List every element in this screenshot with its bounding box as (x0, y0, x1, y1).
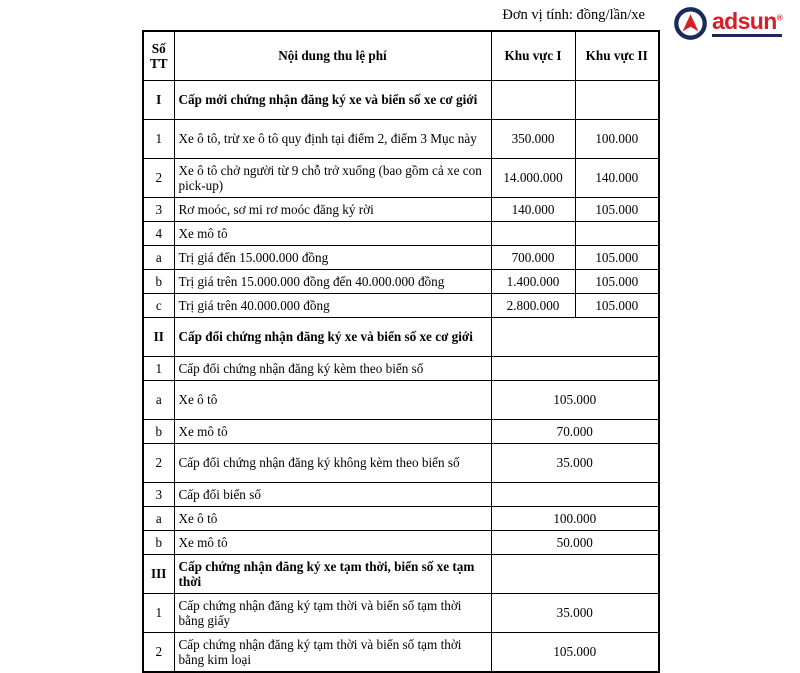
fee-value-cell-zone-2: 140.000 (575, 159, 659, 198)
fee-value-cell-merged: 70.000 (491, 420, 659, 444)
row-description-cell: Xe ô tô, trừ xe ô tô quy định tại điểm 2, điểm 3 Mục này (174, 120, 491, 159)
column-header-description: Nội dung thu lệ phí (174, 31, 491, 81)
adsun-wordmark (712, 7, 782, 40)
adsun-brand-label: adsun (711, 7, 777, 34)
fee-value-cell-zone-1: 1.400.000 (491, 270, 575, 294)
fee-value-cell-zone-2: 105.000 (575, 246, 659, 270)
row-number-cell: 4 (143, 222, 174, 246)
row-number-cell: b (143, 420, 174, 444)
row-number-cell: a (143, 507, 174, 531)
table-row (143, 381, 659, 420)
row-number-cell: 3 (143, 483, 174, 507)
section-heading-cell: Cấp đổi chứng nhận đăng ký xe và biển số xe cơ giới (174, 318, 491, 357)
row-description-cell: Trị giá đến 15.000.000 đồng (174, 246, 491, 270)
fee-value-cell-merged: 50.000 (491, 531, 659, 555)
fee-value-cell-merged: 35.000 (491, 444, 659, 483)
table-row (143, 120, 659, 159)
table-row (143, 159, 659, 198)
row-number-cell: I (143, 81, 174, 120)
column-header-zone-1: Khu vực I (491, 31, 575, 81)
fee-value-cell-merged (491, 555, 659, 594)
fee-value-cell-merged (491, 483, 659, 507)
table-row (143, 531, 659, 555)
fee-value-cell-zone-2 (575, 81, 659, 120)
row-description-cell: Xe ô tô (174, 381, 491, 420)
row-description-cell: Xe mô tô (174, 222, 491, 246)
row-description-cell: Xe mô tô (174, 531, 491, 555)
table-row (143, 633, 659, 673)
fee-value-cell-merged: 100.000 (491, 507, 659, 531)
table-row (143, 198, 659, 222)
row-number-cell: III (143, 555, 174, 594)
section-heading-cell: Cấp mới chứng nhận đăng ký xe và biển số xe cơ giới (174, 81, 491, 120)
row-number-cell: 1 (143, 594, 174, 633)
row-number-cell: a (143, 381, 174, 420)
row-number-cell: 3 (143, 198, 174, 222)
row-number-cell: a (143, 246, 174, 270)
table-row (143, 420, 659, 444)
fee-value-cell-zone-1 (491, 81, 575, 120)
fee-value-cell-merged: 105.000 (491, 381, 659, 420)
table-row (143, 246, 659, 270)
fee-value-cell-merged: 105.000 (491, 633, 659, 673)
table-row (143, 318, 659, 357)
column-header-no (143, 31, 174, 81)
table-row (143, 294, 659, 318)
row-description-cell: Rơ moóc, sơ mi rơ moóc đăng ký rời (174, 198, 491, 222)
row-number-cell: 2 (143, 444, 174, 483)
table-row (143, 81, 659, 120)
column-header-no-line2: TT (149, 56, 168, 71)
unit-of-measure-note: Đơn vị tính: đồng/lần/xe (502, 7, 645, 23)
row-description-cell: Cấp đổi chứng nhận đăng ký không kèm theo biển số (174, 444, 491, 483)
row-description-cell: Trị giá trên 15.000.000 đồng đến 40.000.000 đồng (174, 270, 491, 294)
fee-value-cell-merged: 35.000 (491, 594, 659, 633)
row-number-cell: II (143, 318, 174, 357)
row-description-cell: Xe ô tô chở người từ 9 chỗ trở xuống (bao gồm cả xe con pick-up) (174, 159, 491, 198)
fee-value-cell-zone-1: 700.000 (491, 246, 575, 270)
table-body (143, 81, 659, 673)
row-number-cell: 2 (143, 633, 174, 673)
fee-value-cell-zone-1: 2.800.000 (491, 294, 575, 318)
row-number-cell: 1 (143, 357, 174, 381)
row-description-cell: Xe ô tô (174, 507, 491, 531)
row-description-cell: Cấp đổi biển số (174, 483, 491, 507)
row-number-cell: 1 (143, 120, 174, 159)
adsun-brand-text (711, 7, 782, 34)
adsun-arrow-circle-icon (674, 7, 707, 40)
fee-value-cell-zone-1: 140.000 (491, 198, 575, 222)
adsun-logo (674, 5, 782, 41)
table-row (143, 222, 659, 246)
row-number-cell: b (143, 531, 174, 555)
table-row (143, 555, 659, 594)
row-number-cell: 2 (143, 159, 174, 198)
row-description-cell: Trị giá trên 40.000.000 đồng (174, 294, 491, 318)
row-description-cell: Xe mô tô (174, 420, 491, 444)
row-description-cell: Cấp chứng nhận đăng ký tạm thời và biển số tạm thời bằng giấy (174, 594, 491, 633)
row-description-cell: Cấp đổi chứng nhận đăng ký kèm theo biển số (174, 357, 491, 381)
fee-value-cell-zone-1: 14.000.000 (491, 159, 575, 198)
row-number-cell: b (143, 270, 174, 294)
fee-value-cell-merged (491, 318, 659, 357)
fee-value-cell-zone-2: 105.000 (575, 294, 659, 318)
registered-trademark-icon: ® (776, 12, 782, 22)
column-header-no-line1: Số (151, 40, 166, 56)
table-row (143, 357, 659, 381)
table-row (143, 444, 659, 483)
fee-schedule-container (142, 30, 658, 673)
table-row (143, 483, 659, 507)
fee-value-cell-zone-2: 105.000 (575, 270, 659, 294)
fee-value-cell-zone-1 (491, 222, 575, 246)
column-header-zone-2: Khu vực II (575, 31, 659, 81)
fee-value-cell-zone-2: 105.000 (575, 198, 659, 222)
logo-underline-rule (712, 34, 782, 37)
fee-value-cell-zone-2 (575, 222, 659, 246)
fee-value-cell-zone-1: 350.000 (491, 120, 575, 159)
header-row (143, 31, 659, 81)
fee-value-cell-merged (491, 357, 659, 381)
row-number-cell: c (143, 294, 174, 318)
table-row (143, 594, 659, 633)
table-row (143, 507, 659, 531)
table-header (143, 31, 659, 81)
table-row (143, 270, 659, 294)
fee-value-cell-zone-2: 100.000 (575, 120, 659, 159)
row-description-cell: Cấp chứng nhận đăng ký tạm thời và biển số tạm thời bằng kim loại (174, 633, 491, 673)
section-heading-cell: Cấp chứng nhận đăng ký xe tạm thời, biển số xe tạm thời (174, 555, 491, 594)
fee-schedule-table (142, 30, 660, 673)
